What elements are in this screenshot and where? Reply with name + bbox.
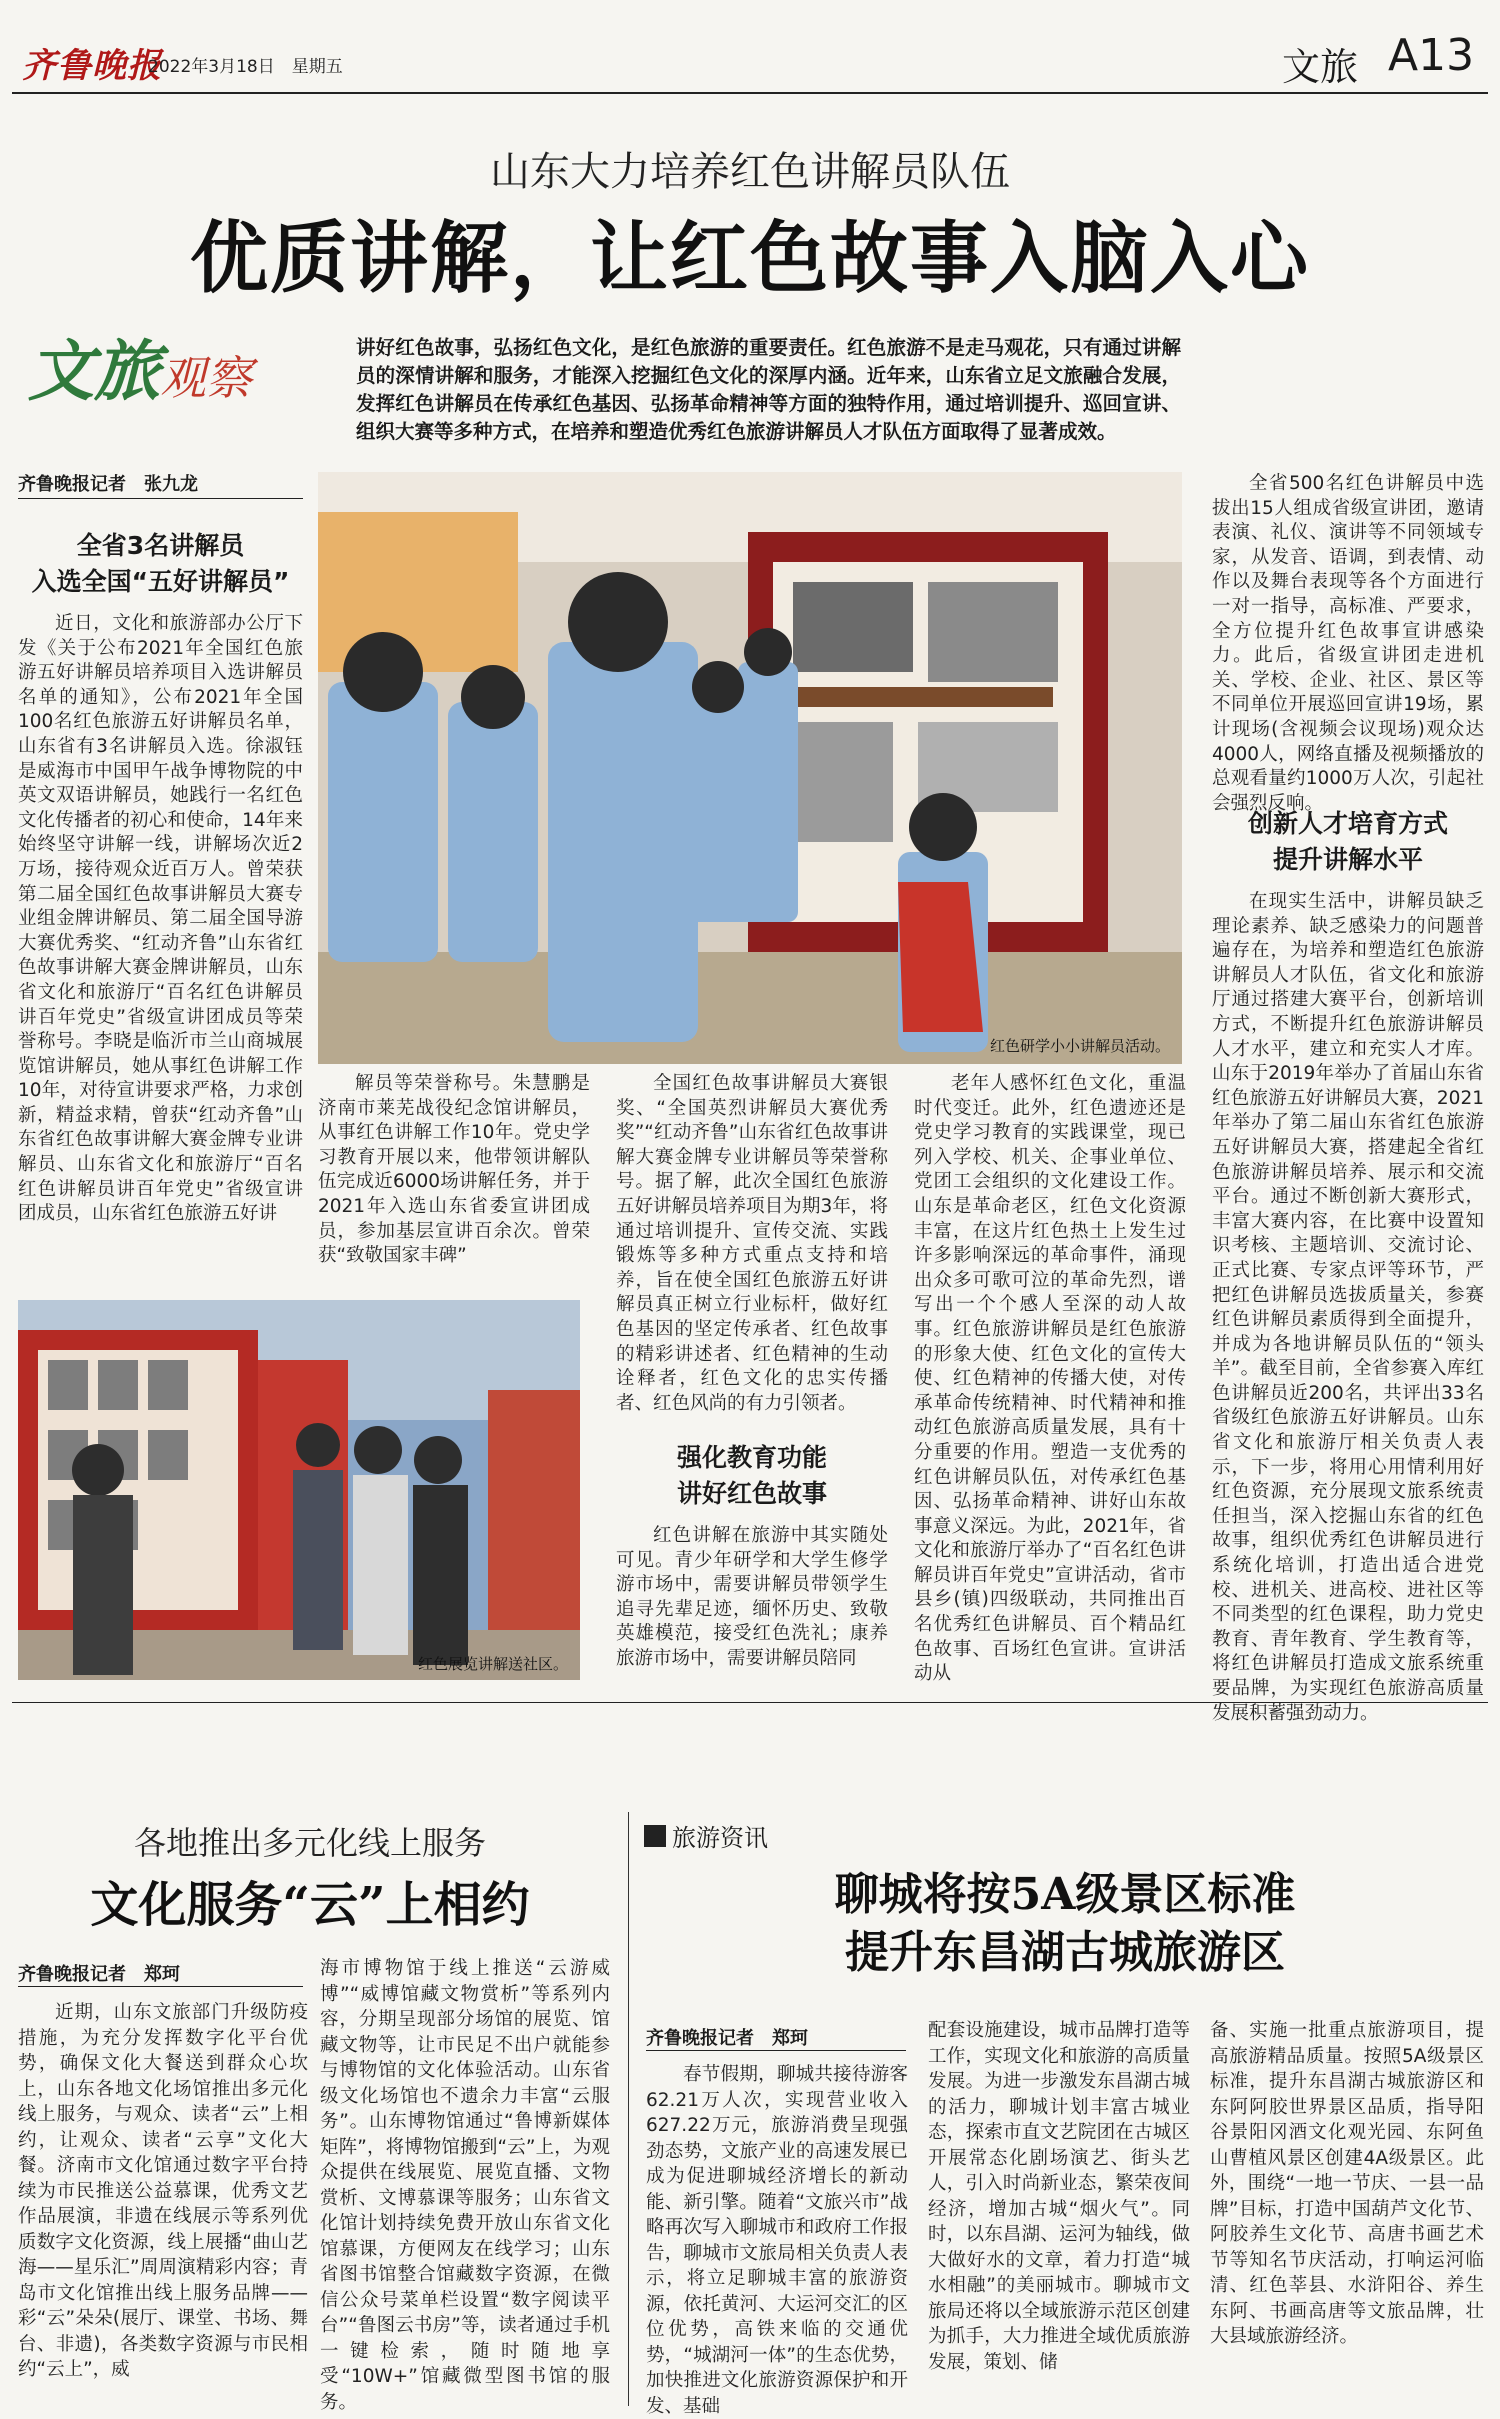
article2-kicker: 各地推出多元化线上服务	[133, 1824, 486, 1862]
main-byline: 齐鲁晚报记者 张九龙	[18, 474, 198, 495]
article2-byline: 齐鲁晚报记者 郑珂	[18, 1964, 180, 1985]
article3-byline-rule	[646, 2050, 906, 2051]
column-logo-small: 观察	[160, 351, 252, 405]
subhead-3: 创新人才培育方式 提升讲解水平	[1247, 809, 1448, 874]
main-col-1: 近日，文化和旅游部办公厅下发《关于公布2021年全国红色旅游五好讲解员培养项目入选讲解员名单的通知》，公布2021年全国100名红色旅游五好讲解员名单，山东省有3名讲解员入选。徐淑钰是威海市中国甲午战争博物院的中英文双语讲解员，她践行一名红色文化传播者的初心和使命，14年来始终坚守讲解一线，讲解场次近2万场，接待观众近百万人。曾荣获第二届全国红色故事讲解员大赛专业组金牌讲解员、第二届全国导游大赛优秀奖、“红动齐鲁”山东省红色故事讲解大赛金牌讲解员，山东省文化和旅游厅“百名红色讲解员讲百年党史”省级宣讲团成员等荣誉称号。李晓是临沂市兰山商城展览馆讲解员，她从事红色讲解工作10年，对待宣讲要求严格，力求创新，精益求精，曾获“红动齐鲁”山东省红色故事讲解大赛金牌专业讲解员、山东省文化和旅游厅“百名红色讲解员讲百年党史”省级宣讲团成员，山东省红色旅游五好讲	[18, 613, 303, 1225]
column-divider	[628, 1812, 629, 2406]
main-headline: 优质讲解，让红色故事入脑入心	[189, 213, 1310, 304]
masthead-rule	[12, 92, 1488, 94]
section-divider	[12, 1702, 1488, 1703]
main-col-5b: 在现实生活中，讲解员缺乏理论素养、缺乏感染力的问题普遍存在，为培养和塑造红色旅游讲解员人才队伍，省文化和旅游厅通过搭建大赛平台，创新培训方式，不断提升红色旅游讲解员人才水平，建立和充实人才库。山东于2019年举办了首届山东省红色旅游五好讲解员大赛，2021年举办了第二届山东省红色旅游五好讲解员大赛，搭建起全省红色旅游讲解员培养、展示和交流平台。通过不断创新大赛形式，丰富大赛内容，在比赛中设置知识考核、主题培训、交流讨论、正式比赛、专家点评等环节，严把红色讲解员选拔质量关，参赛红色讲解员素质得到全面提升，并成为各地讲解员队伍的“领头羊”。截至目前，全省参赛入库红色讲解员近200名，共评出33名省级红色旅游五好讲解员。山东省文化和旅游厅相关负责人表示，下一步，将用心用情利用好红色资源，充分展现文旅系统责任担当，深入挖掘山东省的红色故事，组织优秀红色讲解员进行系统化培训，打造出适合进党校、进机关、进高校、进社区等不同类型的红色课程，助力党史教育、青年教育、学生教育等，将红色讲解员打造成文旅系统重要品牌，为实现红色旅游高质量发展积蓄强劲动力。	[1212, 891, 1484, 1724]
article2-byline-rule	[18, 1986, 303, 1987]
tag-square-icon	[644, 1825, 666, 1847]
photo-community-exhibition	[18, 1300, 580, 1680]
article2-col-1: 近期，山东文旅部门升级防疫措施，为充分发挥数字化平台优势，确保文化大餐送到群众心坎上，山东各地文化场馆推出多元化线上服务，与观众、读者“云”上相约，让观众、读者“云享”文化大餐。济南市文化馆通过数字平台持续为市民推送公益慕课，优秀文艺作品展演，非遗在线展示等系列优质数字文化资源，线上展播“曲山艺海——星乐汇”周周演精彩内容；青岛市文化馆推出线上服务品牌——彩“云”朵朵(展厅、课堂、书场、舞台、非遗)，各类数字资源与市民相约“云上”，威	[18, 2002, 308, 2380]
newspaper-logo: 齐鲁晚报	[22, 46, 162, 86]
column-logo-big: 文旅	[28, 332, 160, 410]
tag-label: 旅游资讯	[672, 1824, 768, 1852]
page-number: A13	[1388, 30, 1475, 81]
photo-community-exhibition-image	[18, 1300, 580, 1680]
main-col-4: 老年人感怀红色文化，重温时代变迁。此外，红色遗迹还是党史学习教育的实践课堂，现已列入学校、机关、企事业单位、党团工会组织的文化建设工作。山东是革命老区，红色文化资源丰富，在这片红色热土上发生过许多影响深远的革命事件，涌现出众多可歌可泣的革命先烈，谱写出一个个感人至深的动人故事。红色旅游讲解员是红色旅游的形象大使、红色文化的宣传大使、红色精神的传播大使，对传承革命传统精神、时代精神和推动红色旅游高质量发展，具有十分重要的作用。塑造一支优秀的红色讲解员队伍，对传承红色基因、弘扬革命精神、讲好山东故事意义深远。为此，2021年，省文化和旅游厅举办了“百名红色讲解员讲百年党史”宣讲活动，省市县乡(镇)四级联动，共同推出百名优秀红色讲解员、百个精品红色故事、百场红色宣讲。宣讲活动从	[914, 1073, 1186, 1685]
article3-headline: 聊城将按5A级景区标准 提升东昌湖古城旅游区	[834, 1869, 1296, 1978]
weekday-text: 星期五	[291, 57, 343, 77]
lead-paragraph: 讲好红色故事，弘扬红色文化，是红色旅游的重要责任。红色旅游不是走马观花，只有通过讲解员的深情讲解和服务，才能深入挖掘红色文化的深厚内涵。近年来，山东省立足文旅融合发展，发挥红色讲解员在传承红色基因、弘扬革命精神等方面的独特作用，通过培训提升、巡回宣讲、组织大赛等多种方式，在培养和塑造优秀红色旅游讲解员人才队伍方面取得了显著成效。	[356, 336, 1181, 443]
photo-1-caption: 红色研学小小讲解员活动。	[989, 1037, 1170, 1055]
article2-col-2: 海市博物馆于线上推送“云游威博”“威博馆藏文物赏析”等系列内容，分期呈现部分场馆的展览、馆藏文物等，让市民足不出户就能参与博物馆的文化体验活动。山东省级文化场馆也不遗余力丰富“云服务”。山东博物馆通过“鲁博新媒体矩阵”，将博物馆搬到“云”上，为观众提供在线展览、展览直播、文物赏析、文博慕课等服务；山东省文化馆计划持续免费开放山东省文化馆慕课，方便网友在线学习；山东省图书馆整合馆藏数字资源，在微信公众号菜单栏设置“数字阅读平台”“鲁图云书房”等，读者通过手机一键检索，随时随地享受“10W+”馆藏微型图书馆的服务。	[320, 1958, 610, 2413]
article3-col-3: 备、实施一批重点旅游项目，提高旅游精品质量。按照5A级景区标准，提升东昌湖古城旅游区和东阿阿胶世界景区品质，指导阳谷景阳冈酒文化观光园、东阿鱼山曹植风景区创建4A级景区。此外，围绕“一地一节庆、一县一品牌”目标，打造中国葫芦文化节、阿胶养生文化节、高唐书画艺术节等知名节庆活动，打响运河临清、红色莘县、水浒阳谷、养生东阿、书画高唐等文旅品牌，壮大县域旅游经济。	[1210, 2020, 1484, 2347]
photo-student-guides-image	[318, 472, 1182, 1064]
main-col-2: 解员等荣誉称号。朱慧鹏是济南市莱芜战役纪念馆讲解员，从事红色讲解工作10年。党史学习教育开展以来，他带领讲解队伍完成近6000场讲解任务，并于2021年入选山东省委宣讲团成员，参加基层宣讲百余次。曾荣获“致敬国家丰碑”	[318, 1073, 590, 1267]
section-name: 文旅	[1282, 45, 1359, 89]
article3-col-1: 春节假期，聊城共接待游客62.21万人次，实现营业收入627.22万元，旅游消费呈现强劲态势，文旅产业的高速发展已成为促进聊城经济增长的新动能、新引擎。随着“文旅兴市”战略再次写入聊城市和政府工作报告，聊城市文旅局相关负责人表示，将立足聊城丰富的旅游资源，依托黄河、大运河交汇的区位优势，高铁来临的交通优势，“城湖河一体”的生态优势，加快推进文化旅游资源保护和开发、基础	[646, 2064, 908, 2417]
byline-rule	[18, 498, 303, 499]
issue-date	[148, 52, 343, 77]
subhead-1: 全省3名讲解员 入选全国“五好讲解员”	[31, 531, 290, 596]
photo-2-caption: 红色展览讲解送社区。	[417, 1655, 568, 1673]
main-col-3b: 红色讲解在旅游中其实随处可见。青少年研学和大学生修学游市场中，需要讲解员带领学生追寻先辈足迹，缅怀历史、致敬英雄模范，接受红色洗礼；康养旅游市场中，需要讲解员陪同	[616, 1525, 888, 1669]
column-logo	[28, 318, 278, 438]
date-text: 2022年3月18日	[148, 57, 275, 77]
article3-byline: 齐鲁晚报记者 郑珂	[646, 2028, 808, 2049]
main-col-5: 全省500名红色讲解员中选拔出15人组成省级宣讲团，邀请表演、礼仪、演讲等不同领域专家，从发音、语调，到表情、动作以及舞台表现等各个方面进行一对一指导，高标准、严要求，全方位提升红色故事宣讲感染力。此后，省级宣讲团走进机关、学校、企业、社区、景区等不同单位开展巡回宣讲19场，累计现场(含视频会议现场)观众达4000人，网络直播及视频播放的总观看量约1000万人次，引起社会强烈反响。	[1212, 473, 1484, 814]
article2-headline: 文化服务“云”上相约	[90, 1877, 530, 1933]
article3-col-2: 配套设施建设，城市品牌打造等工作，实现文化和旅游的高质量发展。为进一步激发东昌湖古城的活力，聊城计划丰富古城业态，探索市直文艺院团在古城区开展常态化剧场演艺、街头艺人，引入时尚新业态，繁荣夜间经济，增加古城“烟火气”。同时，以东昌湖、运河为轴线，做大做好水的文章，着力打造“城水相融”的美丽城市。聊城市文旅局还将以全域旅游示范区创建为抓手，大力推进全域优质旅游发展，策划、储	[928, 2020, 1190, 2373]
main-col-3: 全国红色故事讲解员大赛银奖、“全国英烈讲解员大赛优秀奖”“红动齐鲁”山东省红色故事讲解大赛金牌专业讲解员等荣誉称号。据了解，此次全国红色旅游五好讲解员培养项目为期3年，将通过培训提升、宣传交流、实践锻炼等多种方式重点支持和培养，旨在使全国红色旅游五好讲解员真正树立行业标杆，做好红色基因的坚定传承者、红色故事的精彩讲述者、红色精神的生动诠释者，红色文化的忠实传播者、红色风尚的有力引领者。	[616, 1073, 888, 1414]
main-kicker: 山东大力培养红色讲解员队伍	[490, 149, 1010, 195]
subhead-2: 强化教育功能 讲好红色故事	[676, 1443, 827, 1508]
photo-student-guides	[318, 472, 1182, 1064]
travel-news-tag	[644, 1818, 768, 1853]
